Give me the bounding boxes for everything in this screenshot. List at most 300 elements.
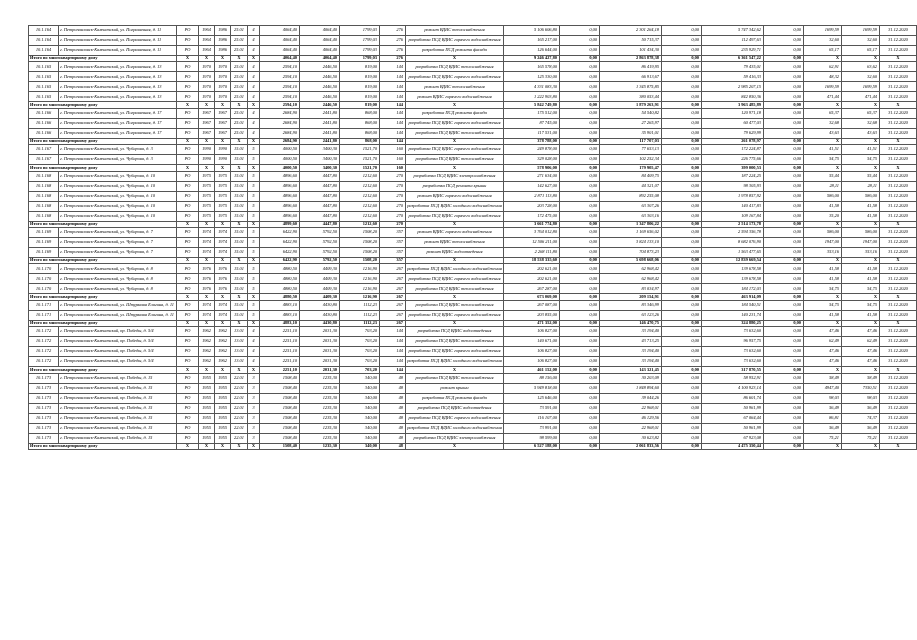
commission-year-cell: 1986 [215,36,231,46]
wall-code-cell: 22.01 [231,413,248,423]
commission-year-cell: 1962 [215,337,231,347]
work-type-cell: разработка ПСД ВДИС электроснабжения [406,433,504,443]
row-number: 10.1.170 [29,274,59,284]
work-type-cell: разработка ПСД ВДИС горячего водоснабжения [406,347,504,357]
unit-cost-cell: 586,00 [804,227,842,237]
address-cell: г. Петропавловск-Камчатский, пр. Победы, д. 5/4 [59,347,177,357]
floors-cell: 3 [248,393,260,403]
row-number: 10.1.173 [29,373,59,383]
wall-code-cell: 15.01 [231,155,248,165]
build-year-cell: X [199,102,215,108]
cost-total-cell: 142 627,00 [504,181,560,191]
unit-limit-cell: X [842,56,880,62]
deadline-cell: X [880,443,917,449]
fund-zero-cell: 0,00 [764,294,804,300]
cost-total-cell: 126 644,00 [504,46,560,56]
cost-part-cell: 77 653,13 [600,145,662,155]
work-type-cell: разработка ПСД ВДИС теплоснабжения [406,128,504,138]
floors-cell: 4 [248,26,260,36]
cost-total-cell: 18 538 335,60 [504,257,560,263]
cost-remainder-cell: 2 514 173,78 [702,221,764,227]
residents-cell: 357 [380,237,406,247]
nonliving-area-cell: 1508,20 [340,227,380,237]
cost-remainder-cell: 139 678,58 [702,274,764,284]
fund-type-cell: РО [177,337,199,347]
fund-zero-cell: 0,00 [560,201,600,211]
wall-code-cell: 22.01 [231,373,248,383]
fund-type-cell: РО [177,108,199,118]
cost-remainder-cell: 8 682 076,90 [702,237,764,247]
fund-zero-cell: 0,00 [662,433,702,443]
fund-zero-cell: 0,00 [560,433,600,443]
cost-total-cell: 88 156,00 [504,373,560,383]
fund-zero-cell: 0,00 [662,274,702,284]
fund-type-cell: РО [177,118,199,128]
fund-zero-cell: 0,00 [560,413,600,423]
fund-zero-cell: 0,00 [662,56,702,62]
work-type-cell: разработка ПСД ВДИС горячего водоснабжения [406,36,504,46]
unit-cost-cell: 56,49 [804,403,842,413]
nonliving-area-cell: 703,20 [340,327,380,337]
floors-cell: 4 [248,347,260,357]
unit-limit-cell: 55,44 [842,171,880,181]
fund-zero-cell: 0,00 [764,383,804,393]
deadline-cell: 31.12.2020 [880,128,917,138]
nonliving-area-cell: 1799,03 [340,56,380,62]
work-type-cell: ремонт ВДИС теплоснабжения [406,82,504,92]
address-cell: г. Петропавловск-Камчатский, ул. Пограничная, д. 17 [59,128,177,138]
commission-year-cell: X [215,138,231,144]
table-row [29,26,917,36]
unit-limit-cell: X [842,138,880,144]
build-year-cell: 1975 [199,181,215,191]
total-area-cell: 4883,10 [260,320,300,326]
unit-limit-cell: 62,49 [842,337,880,347]
table-row [29,128,917,138]
commission-year-cell: 1975 [215,191,231,201]
work-type-cell: X [406,257,504,263]
residents-cell: 48 [380,373,406,383]
build-year-cell: 1964 [199,26,215,36]
fund-zero-cell: 0,00 [764,72,804,82]
cost-part-cell: 380 053,44 [600,92,662,102]
fund-zero-cell: 0,00 [764,36,804,46]
fund-zero-cell: 0,00 [662,264,702,274]
residents-cell: 267 [380,264,406,274]
work-type-cell: разработка ПСД ремонта фасада [406,393,504,403]
deadline-cell: 31.12.2020 [880,337,917,347]
cost-part-cell: 35 901,01 [600,128,662,138]
cost-remainder-cell: 73 632,60 [702,327,764,337]
commission-year-cell: 1962 [215,327,231,337]
living-area-cell: 4447,80 [300,201,340,211]
commission-year-cell: 1990 [215,155,231,165]
deadline-cell: X [880,56,917,62]
unit-cost-cell: X [804,56,842,62]
build-year-cell: 1974 [199,247,215,257]
cost-remainder-cell: 109 167,84 [702,211,764,221]
residents-cell: 144 [380,72,406,82]
unit-cost-cell: X [804,367,842,373]
unit-cost-cell: 1699,59 [804,26,842,36]
fund-zero-cell: 0,00 [662,108,702,118]
unit-limit-cell: X [842,367,880,373]
build-year-cell: 1955 [199,413,215,423]
cost-total-cell: 117 531,00 [504,128,560,138]
total-label: Итого по многоквартирному дому [29,294,177,300]
total-area-cell: 1508,40 [260,393,300,403]
commission-year-cell: 1975 [215,181,231,191]
fund-zero-cell: 0,00 [662,191,702,201]
floors-cell: 4 [248,36,260,46]
unit-limit-cell: 47,46 [842,347,880,357]
row-number: 10.1.171 [29,310,59,320]
fund-zero-cell: 0,00 [662,118,702,128]
unit-limit-cell: 471,44 [842,92,880,102]
residents-cell: 48 [380,413,406,423]
residents-cell: 267 [380,310,406,320]
fund-zero-cell: 0,00 [764,201,804,211]
cost-remainder-cell: 139 678,58 [702,264,764,274]
residents-cell: 270 [380,191,406,201]
floors-cell: 3 [248,373,260,383]
cost-part-cell: 27 265,97 [600,118,662,128]
cost-remainder-cell: 73 632,60 [702,347,764,357]
residents-cell: 160 [380,165,406,171]
fund-zero-cell: 0,00 [764,191,804,201]
fund-zero-cell: 0,00 [560,247,600,257]
build-year-cell: 1975 [199,171,215,181]
cost-part-cell: 892 255,08 [600,191,662,201]
floors-cell: X [248,257,260,263]
address-cell: г. Петропавловск-Камчатский, пр. Победы, д. 15 [59,393,177,403]
fund-zero-cell: 0,00 [662,300,702,310]
unit-limit-cell: 586,00 [842,191,880,201]
cost-total-cell: 3 661 774,80 [504,221,560,227]
commission-year-cell: 1955 [215,383,231,393]
total-label: Итого по многоквартирному дому [29,56,177,62]
total-area-cell: 6422,90 [260,237,300,247]
nonliving-area-cell: 1212,60 [340,201,380,211]
fund-type-cell: X [177,320,199,326]
cost-part-cell: 62 968,42 [600,264,662,274]
unit-cost-cell: 75,21 [804,433,842,443]
address-cell: г. Петропавловск-Камчатский, ул. Чубарова, д. 8 [59,284,177,294]
living-area-cell: 4409,30 [300,284,340,294]
cost-total-cell: 329 028,00 [504,155,560,165]
commission-year-cell: 1955 [215,423,231,433]
cost-remainder-cell: 317 870,55 [702,367,764,373]
floors-cell: 5 [248,211,260,221]
row-number: 10.1.168 [29,211,59,221]
total-area-cell: 2684,90 [260,108,300,118]
floors-cell: 4 [248,337,260,347]
residents-cell: 270 [380,221,406,227]
unit-cost-cell: 65,37 [804,108,842,118]
total-area-cell: 4896,60 [260,171,300,181]
work-type-cell: разработка ПСД ВДИС горячего водоснабжения [406,72,504,82]
build-year-cell: 1976 [199,284,215,294]
build-year-cell: 1970 [199,62,215,72]
cost-remainder-cell: 50 961,99 [702,403,764,413]
unit-cost-cell: 47,46 [804,327,842,337]
unit-cost-cell: 54,75 [804,300,842,310]
floors-cell: 5 [248,247,260,257]
fund-zero-cell: 0,00 [662,383,702,393]
deadline-cell: 31.12.2020 [880,201,917,211]
capital-repair-table [28,25,917,450]
wall-code-cell: 15.01 [231,237,248,247]
table-row [29,36,917,46]
unit-cost-cell: 43,63 [804,128,842,138]
table-row [29,433,917,443]
deadline-cell: 31.12.2020 [880,383,917,393]
commission-year-cell: 1967 [215,118,231,128]
fund-zero-cell: 0,00 [662,327,702,337]
fund-zero-cell: 0,00 [662,26,702,36]
living-area-cell: 2031,30 [300,327,340,337]
wall-code-cell: 15.01 [231,211,248,221]
wall-code-cell: X [231,102,248,108]
build-year-cell: 1955 [199,433,215,443]
fund-zero-cell: 0,00 [560,284,600,294]
table-row [29,300,917,310]
floors-cell: 4 [248,72,260,82]
table-row [29,403,917,413]
cost-remainder-cell: 67 064,44 [702,413,764,423]
deadline-cell: X [880,367,917,373]
commission-year-cell: 1967 [215,108,231,118]
total-area-cell: 1508,40 [260,403,300,413]
residents-cell: 357 [380,257,406,263]
work-type-cell: разработка ПСД ВДИС горячего водоснабжения [406,413,504,423]
total-area-cell: 1508,40 [260,433,300,443]
row-number: 10.1.172 [29,357,59,367]
total-label: Итого по многоквартирному дому [29,138,177,144]
cost-total-cell: 271 634,00 [504,171,560,181]
nonliving-area-cell: 340,00 [340,373,380,383]
nonliving-area-cell: 868,00 [340,108,380,118]
nonliving-area-cell: 1212,60 [340,171,380,181]
commission-year-cell: X [215,294,231,300]
cost-remainder-cell: 399 000,53 [702,165,764,171]
row-number: 10.1.170 [29,264,59,274]
unit-limit-cell: X [842,320,880,326]
total-area-cell: 4000,50 [260,155,300,165]
wall-code-cell: 25.01 [231,46,248,56]
cost-remainder-cell: 12 839 669,54 [702,257,764,263]
table-row [29,357,917,367]
cost-total-cell: 165 578,00 [504,62,560,72]
fund-zero-cell: 0,00 [662,310,702,320]
wall-code-cell: 13.01 [231,337,248,347]
build-year-cell: 1955 [199,373,215,383]
work-type-cell: разработка ПСД ВДИС теплоснабжения [406,300,504,310]
fund-type-cell: РО [177,46,199,56]
residents-cell: 267 [380,300,406,310]
cost-total-cell: 140 671,00 [504,337,560,347]
cost-total-cell: 202 621,00 [504,264,560,274]
address-cell: г. Петропавловск-Камчатский, ул. Пограничная, д. 13 [59,92,177,102]
fund-type-cell: РО [177,284,199,294]
fund-zero-cell: 0,00 [764,171,804,181]
fund-zero-cell: 0,00 [764,145,804,155]
build-year-cell: 1974 [199,310,215,320]
work-type-cell: ремонт крыши [406,383,504,393]
unit-limit-cell: X [842,221,880,227]
work-type-cell: разработка ПСД ВДИС горячего водоснабжения [406,274,504,284]
cost-part-cell: 30 203,09 [600,373,662,383]
cost-remainder-cell: 187 224,25 [702,171,764,181]
cost-remainder-cell: 842 850,36 [702,92,764,102]
fund-zero-cell: 0,00 [560,138,600,144]
cost-part-cell: 5 698 668,06 [600,257,662,263]
cost-total-cell: 98 599,00 [504,433,560,443]
commission-year-cell: 1970 [215,72,231,82]
build-year-cell: 1967 [199,108,215,118]
wall-code-cell: 22.01 [231,403,248,413]
work-type-cell: ремонт ВДИС горячего водоснабжения [406,92,504,102]
cost-part-cell: 84 409,75 [600,171,662,181]
table-row [29,82,917,92]
deadline-cell: 31.12.2020 [880,36,917,46]
total-area-cell: 4880,50 [260,264,300,274]
cost-remainder-cell: 98 305,93 [702,181,764,191]
floors-cell: 5 [248,155,260,165]
deadline-cell: X [880,221,917,227]
floors-cell: 3 [248,423,260,433]
work-type-cell: X [406,294,504,300]
unit-limit-cell: 28,11 [842,181,880,191]
cost-part-cell: 704 873,23 [600,247,662,257]
cost-total-cell: 12 506 211,00 [504,237,560,247]
work-type-cell: разработка ПСД ремонта фасада [406,108,504,118]
unit-limit-cell: 41,58 [842,264,880,274]
unit-limit-cell: 98,03 [842,393,880,403]
fund-zero-cell: 0,00 [764,403,804,413]
build-year-cell: 1976 [199,274,215,284]
commission-year-cell: X [215,102,231,108]
living-area-cell: 1235,30 [300,413,340,423]
living-area-cell: 4430,80 [300,310,340,320]
commission-year-cell: 1955 [215,403,231,413]
deadline-cell: 31.12.2020 [880,310,917,320]
total-area-cell: 4883,10 [260,310,300,320]
address-cell: г. Петропавловск-Камчатский, пр. Победы, д. 5/4 [59,337,177,347]
nonliving-area-cell: 1112,23 [340,300,380,310]
nonliving-area-cell: 340,00 [340,433,380,443]
cost-remainder-cell: 140 231,74 [702,310,764,320]
fund-zero-cell: 0,00 [662,227,702,237]
fund-zero-cell: 0,00 [560,211,600,221]
wall-code-cell: X [231,294,248,300]
total-area-cell: 2251,10 [260,327,300,337]
nonliving-area-cell: 1521,70 [340,145,380,155]
wall-code-cell: 25.01 [231,108,248,118]
unit-limit-cell: 65,17 [842,46,880,56]
table-row [29,201,917,211]
wall-code-cell: 13.01 [231,327,248,337]
fund-zero-cell: 0,00 [764,82,804,92]
commission-year-cell: 1975 [215,201,231,211]
fund-zero-cell: 0,00 [560,155,600,165]
unit-cost-cell: 32,60 [804,36,842,46]
deadline-cell: X [880,102,917,108]
commission-year-cell: 1967 [215,128,231,138]
unit-limit-cell: 54,75 [842,284,880,294]
row-number: 10.1.164 [29,26,59,36]
build-year-cell: 1970 [199,72,215,82]
commission-year-cell: X [215,367,231,373]
unit-cost-cell: 41,58 [804,201,842,211]
nonliving-area-cell: 819,00 [340,62,380,72]
row-number: 10.1.168 [29,201,59,211]
table-row [29,145,917,155]
nonliving-area-cell: 340,00 [340,403,380,413]
unit-limit-cell: 32,68 [842,118,880,128]
residents-cell: 160 [380,155,406,165]
work-type-cell: X [406,56,504,62]
nonliving-area-cell: 1799,03 [340,36,380,46]
unit-limit-cell: X [842,257,880,263]
living-area-cell: 2446,50 [300,102,340,108]
unit-cost-cell: 54,75 [804,284,842,294]
build-year-cell: 1964 [199,46,215,56]
table-row [29,327,917,337]
deadline-cell: X [880,257,917,263]
fund-zero-cell: 0,00 [560,102,600,108]
cost-total-cell: 73 591,00 [504,403,560,413]
total-area-cell: 4000,50 [260,145,300,155]
unit-cost-cell: 86,81 [804,413,842,423]
cost-part-cell: 83 346,99 [600,300,662,310]
living-area-cell: 2446,50 [300,82,340,92]
cost-part-cell: 117 707,03 [600,138,662,144]
cost-total-cell: 106 827,00 [504,357,560,367]
total-area-cell: 4883,10 [260,300,300,310]
cost-part-cell: 1 879 263,91 [600,102,662,108]
cost-remainder-cell: 6 361 547,22 [702,56,764,62]
fund-zero-cell: 0,00 [764,310,804,320]
build-year-cell: 1962 [199,337,215,347]
deadline-cell: 31.12.2020 [880,247,917,257]
fund-zero-cell: 0,00 [560,320,600,326]
work-type-cell: разработка ПСД ВДИС холодного водоснабжения [406,201,504,211]
commission-year-cell: 1976 [215,264,231,274]
table-row [29,423,917,433]
cost-total-cell: 3 764 012,80 [504,227,560,237]
commission-year-cell: 1955 [215,413,231,423]
work-type-cell: X [406,138,504,144]
living-area-cell: 4064,40 [300,26,340,36]
fund-type-cell: РО [177,72,199,82]
floors-cell: X [248,102,260,108]
deadline-cell: 31.12.2020 [880,227,917,237]
residents-cell: 270 [380,171,406,181]
commission-year-cell: 1955 [215,393,231,403]
fund-zero-cell: 0,00 [764,128,804,138]
living-area-cell: 2446,50 [300,62,340,72]
address-cell: г. Петропавловск-Камчатский, ул. Чубарова, д. 7 [59,227,177,237]
fund-zero-cell: 0,00 [560,92,600,102]
fund-zero-cell: 0,00 [560,274,600,284]
deadline-cell: 31.12.2020 [880,155,917,165]
fund-zero-cell: 0,00 [560,347,600,357]
unit-limit-cell: 65,37 [842,108,880,118]
fund-zero-cell: 0,00 [560,237,600,247]
fund-zero-cell: 0,00 [560,367,600,373]
fund-zero-cell: 0,00 [764,264,804,274]
